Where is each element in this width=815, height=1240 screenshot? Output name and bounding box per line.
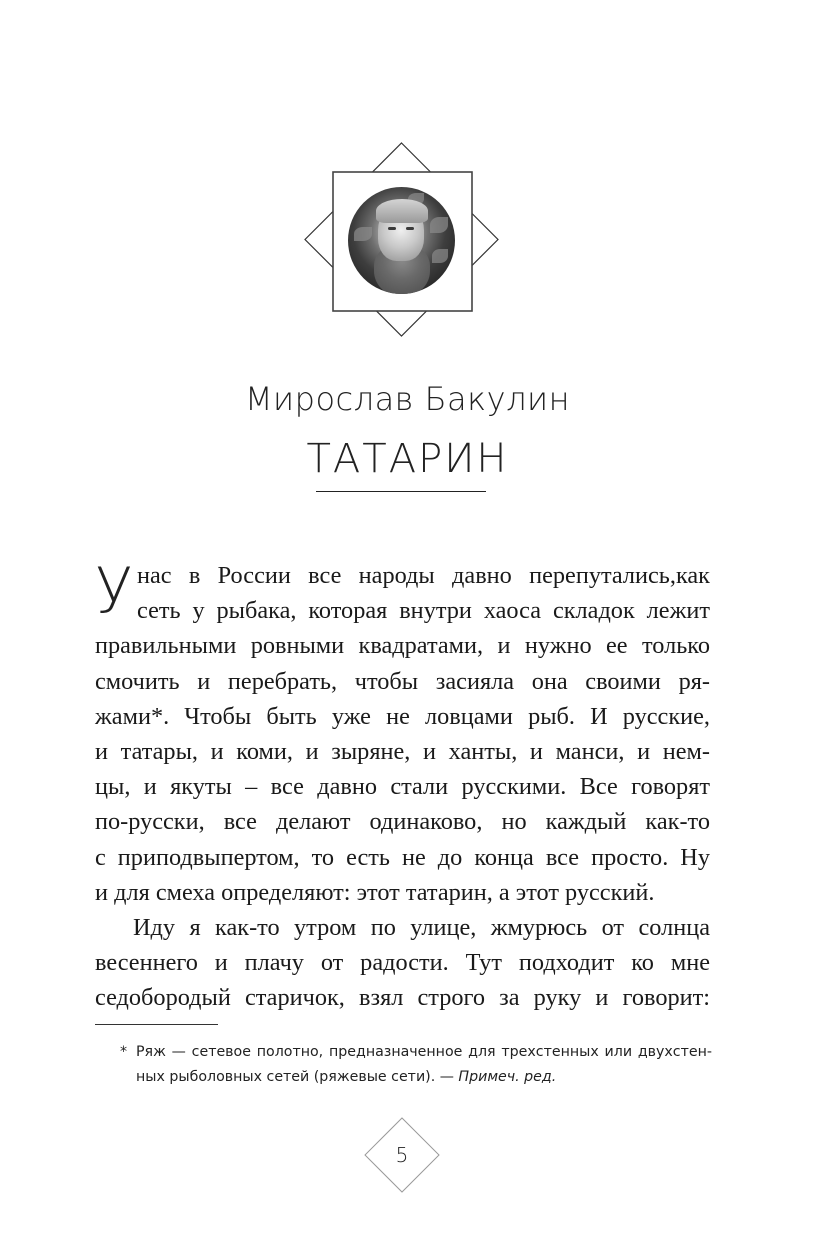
body-line: по-русски, все делают одинаково, но каждый как-то [95, 808, 710, 836]
body-line: нас в России все народы давно перепутались,как [137, 562, 710, 589]
body-line: Иду я как-то утром по улице, жмурюсь от солнца [133, 913, 710, 941]
body-text [95, 554, 710, 1015]
body-line: жами*. Чтобы быть уже не ловцами рыб. И русские, [95, 702, 710, 730]
body-line: смочить и перебрать, чтобы засияла она своими ря- [95, 667, 710, 695]
body-line: весеннего и плачу от радости. Тут подходит ко мне [95, 949, 710, 977]
page-number-badge [364, 1117, 440, 1193]
drop-cap: У [95, 554, 133, 627]
body-line: сеть у рыбака, которая внутри хаоса складок лежит [137, 597, 710, 625]
body-line: и для смеха определяют: этот татарин, а этот русский. [95, 878, 655, 906]
author-name: Мирослав Бакулин [244, 380, 571, 418]
footnote-text: ных рыболовных сетей (ряжевые сети). — [136, 1069, 459, 1085]
body-line: и татары, и коми, и зыряне, и ханты, и манси, и нем- [95, 737, 710, 765]
footnote-mark: * [120, 1044, 128, 1060]
editor-note: Примеч. ред. [458, 1069, 557, 1085]
footnote-divider [95, 1024, 218, 1025]
page-number: 5 [395, 1143, 409, 1167]
footnote-text: Ряж — сетевое полотно, предназначенное для трехстенных или двухстен- [136, 1044, 712, 1060]
title-underline [316, 491, 486, 492]
author-emblem [304, 142, 499, 337]
body-line: цы, и якуты – все давно стали русскими. Все говорят [95, 773, 710, 801]
chapter-title: ТАТАРИН [306, 436, 509, 482]
body-line: седобородый старичок, взял строго за руку и говорит: [95, 984, 710, 1012]
footnote [120, 1040, 712, 1090]
body-line: с приподвыпертом, то есть не до конца все просто. Ну [95, 843, 710, 871]
body-line: правильными ровными квадратами, и нужно ее только [95, 632, 710, 660]
author-portrait [348, 187, 455, 294]
